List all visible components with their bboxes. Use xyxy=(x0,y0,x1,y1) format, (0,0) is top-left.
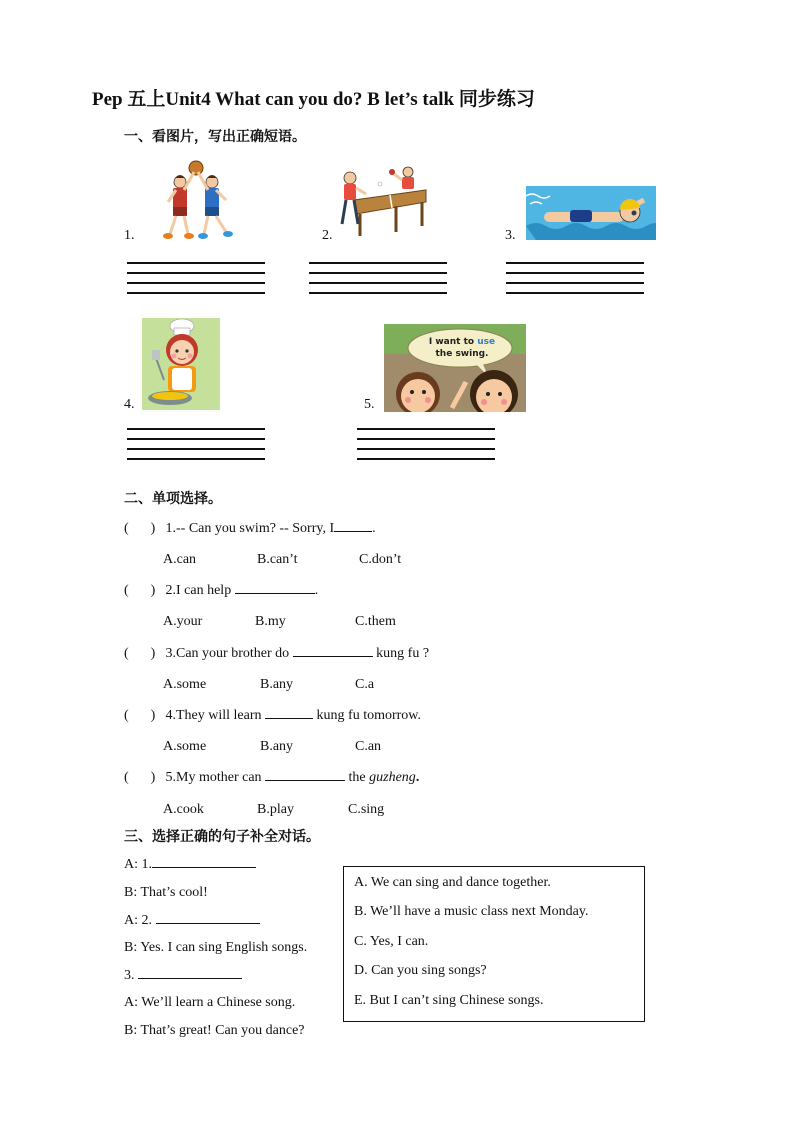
answer-lines-1[interactable] xyxy=(127,262,265,302)
q3-option-a[interactable]: A.some xyxy=(163,677,207,692)
question-3 xyxy=(124,646,429,662)
paren-close: ) xyxy=(150,583,156,598)
section-1-heading: 一、看图片，写出正确短语。 xyxy=(124,129,306,145)
girl-cooking-picture xyxy=(142,318,220,410)
q2-option-b[interactable]: B.my xyxy=(255,614,286,629)
paren-close: ) xyxy=(150,521,156,536)
dialogue-line-7 xyxy=(124,1023,305,1039)
answer-lines-3[interactable] xyxy=(506,262,644,302)
answer-lines-5[interactable] xyxy=(357,428,495,468)
swimmer-picture xyxy=(526,186,656,240)
page-title: Pep 五上Unit4 What can you do? B let’s talk 同步练习 xyxy=(92,89,535,110)
dialogue-line-3 xyxy=(124,913,260,929)
dialogue-text: That’s great! Can you dance? xyxy=(137,1023,305,1038)
q1-option-c[interactable]: C.don’t xyxy=(359,552,402,567)
q1-option-a[interactable]: A.can xyxy=(163,552,197,567)
speaker: B: xyxy=(124,940,138,955)
question-1-end: . xyxy=(372,521,376,536)
q5-option-b[interactable]: B.play xyxy=(257,802,294,817)
question-4-end: kung fu tomorrow. xyxy=(313,708,421,723)
choice-c[interactable]: C. Yes, I can. xyxy=(354,934,429,949)
question-4 xyxy=(124,708,421,724)
question-3-text: 3.Can your brother do xyxy=(165,646,293,661)
item-2-number: 2. xyxy=(322,228,333,243)
bubble-text-2: the swing. xyxy=(435,349,489,359)
choice-a[interactable]: A. We can sing and dance together. xyxy=(354,875,551,890)
paren-close: ) xyxy=(150,708,156,723)
q5-option-a[interactable]: A.cook xyxy=(163,802,204,817)
question-2-end: . xyxy=(314,583,319,598)
item-5-number: 5. xyxy=(364,397,375,412)
paren-open: ( xyxy=(124,521,129,536)
dialogue-text: That’s cool! xyxy=(137,885,208,900)
dialogue-text: Yes. I can sing English songs. xyxy=(137,940,308,955)
paren-open: ( xyxy=(124,583,129,598)
q4-option-a[interactable]: A.some xyxy=(163,739,207,754)
dialogue-text: 1. xyxy=(138,857,152,872)
blank-5[interactable] xyxy=(265,780,345,781)
dialogue-line-2 xyxy=(124,885,208,901)
choices-box xyxy=(343,866,645,1022)
question-2-text: 2.I can help xyxy=(165,583,235,598)
dialogue-blank-1[interactable] xyxy=(152,867,256,868)
speaker: A: xyxy=(124,913,138,928)
question-3-end: kung fu ? xyxy=(372,646,430,661)
answer-lines-2[interactable] xyxy=(309,262,447,302)
item-1-number: 1. xyxy=(124,228,135,243)
q4-option-b[interactable]: B.any xyxy=(260,739,294,754)
q3-option-c[interactable]: C.a xyxy=(355,677,375,692)
speaker: B: xyxy=(124,1023,138,1038)
question-1 xyxy=(124,521,376,537)
question-1-text: 1.-- Can you swim? -- Sorry, I xyxy=(165,521,335,536)
speaker: B: xyxy=(124,885,138,900)
speaker: A: xyxy=(124,995,138,1010)
item-4-number: 4. xyxy=(124,397,135,412)
paren-open: ( xyxy=(124,708,129,723)
dialogue-blank-3[interactable] xyxy=(138,978,242,979)
bubble-text-highlight: use xyxy=(477,337,496,347)
dialogue-line-5 xyxy=(124,968,242,984)
q4-option-c[interactable]: C.an xyxy=(355,739,382,754)
choice-d[interactable]: D. Can you sing songs? xyxy=(354,963,487,978)
item-3-number: 3. xyxy=(505,228,516,243)
q5-option-c[interactable]: C.sing xyxy=(348,802,385,817)
answer-lines-4[interactable] xyxy=(127,428,265,468)
blank-4[interactable] xyxy=(265,718,313,719)
question-5 xyxy=(124,770,419,786)
dialogue-text: We’ll learn a Chinese song. xyxy=(138,995,296,1010)
dialogue-line-6 xyxy=(124,995,295,1011)
question-5-end: . xyxy=(415,770,420,785)
question-5-italic: guzheng xyxy=(369,770,416,785)
section-3-heading: 三、选择正确的句子补全对话。 xyxy=(124,829,320,845)
choice-e[interactable]: E. But I can’t sing Chinese songs. xyxy=(354,993,544,1008)
dialogue-line-4 xyxy=(124,940,307,956)
choice-b[interactable]: B. We’ll have a music class next Monday. xyxy=(354,904,589,919)
question-4-text: 4.They will learn xyxy=(165,708,266,723)
paren-open: ( xyxy=(124,770,129,785)
paren-open: ( xyxy=(124,646,129,661)
dialogue-line-1 xyxy=(124,857,256,873)
blank-3[interactable] xyxy=(293,656,373,657)
kids-speech-bubble-picture xyxy=(384,324,526,412)
question-5-text: 5.My mother can xyxy=(165,770,266,785)
dialogue-blank-2[interactable] xyxy=(156,923,260,924)
q3-option-b[interactable]: B.any xyxy=(260,677,294,692)
section-2-heading: 二、单项选择。 xyxy=(124,491,222,507)
basketball-players-picture xyxy=(150,160,242,242)
q2-option-c[interactable]: C.them xyxy=(355,614,396,629)
paren-close: ) xyxy=(150,646,156,661)
speaker: 3. xyxy=(124,968,135,983)
speaker: A: xyxy=(124,857,138,872)
blank-2[interactable] xyxy=(235,593,315,594)
q2-option-a[interactable]: A.your xyxy=(163,614,203,629)
dialogue-text: 2. xyxy=(138,913,156,928)
bubble-text-1: I want to xyxy=(428,337,475,347)
paren-close: ) xyxy=(150,770,156,785)
question-5-mid: the xyxy=(345,770,370,785)
ping-pong-players-picture xyxy=(336,166,428,240)
q1-option-b[interactable]: B.can’t xyxy=(257,552,298,567)
question-2 xyxy=(124,583,318,599)
blank-1[interactable] xyxy=(334,531,372,532)
dialogue-text xyxy=(135,968,139,983)
